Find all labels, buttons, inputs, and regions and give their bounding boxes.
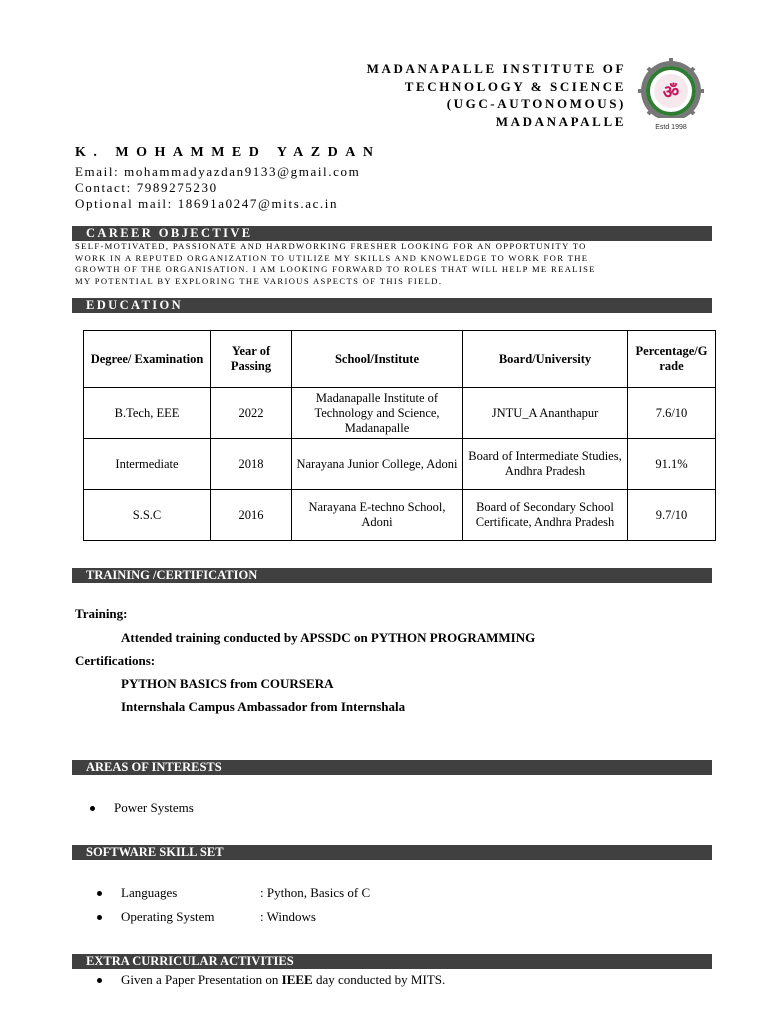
column-header: Board/University — [463, 331, 628, 388]
institute-line: TECHNOLOGY & SCIENCE — [404, 78, 626, 94]
skill-label: Languages — [121, 885, 178, 900]
skill-value: : Windows — [260, 909, 316, 924]
objective-line: GROWTH OF THE ORGANISATION. I AM LOOKING FORWARD TO ROLES THAT WILL HELP ME REALISE — [75, 264, 596, 274]
certification-item: Internshala Campus Ambassador from Internshala — [121, 699, 406, 714]
objective-line: WORK IN A REPUTED ORGANIZATION TO UTILIZE MY SKILLS AND KNOWLEDGE TO WORK FOR THE — [75, 252, 589, 263]
section-training: TRAINING /CERTIFICATION — [72, 568, 712, 583]
table-cell: Narayana Junior College, Adoni — [292, 439, 463, 490]
table-cell: 2016 — [211, 490, 292, 541]
institute-logo — [638, 58, 704, 134]
table-row — [84, 490, 716, 541]
optional-mail-line: Optional mail: 18691a0247@mits.ac.in — [75, 196, 339, 211]
bullet-icon — [97, 915, 102, 920]
table-cell: 2018 — [211, 439, 292, 490]
section-skills: SOFTWARE SKILL SET — [72, 845, 712, 860]
skill-label: Operating System — [121, 909, 215, 924]
activity-text-post: day conducted by MITS. — [312, 972, 446, 987]
table-cell: Narayana E-techno School, Adoni — [292, 490, 463, 541]
activity-text-bold: IEEE — [281, 972, 313, 987]
list-item — [97, 909, 215, 925]
section-education: EDUCATION — [72, 298, 712, 313]
table-cell: 2022 — [211, 388, 292, 439]
institute-name — [367, 60, 626, 130]
table-cell: 9.7/10 — [628, 490, 716, 541]
svg-text:ॐ: ॐ — [662, 82, 680, 103]
objective-line: MY POTENTIAL BY EXPLORING THE VARIOUS ASPECTS OF THIS FIELD. — [75, 275, 443, 286]
table-cell: Board of Secondary School Certificate, Andhra Pradesh — [463, 490, 628, 541]
table-row — [84, 388, 716, 439]
list-item — [97, 972, 445, 988]
list-item — [90, 800, 194, 816]
table-cell: 7.6/10 — [628, 388, 716, 439]
column-header: School/Institute — [292, 331, 463, 388]
table-cell: Board of Intermediate Studies, Andhra Pradesh — [463, 439, 628, 490]
institute-line: MADANAPALLE — [495, 113, 626, 129]
table-row — [84, 439, 716, 490]
bullet-icon — [97, 891, 102, 896]
contact-line: Contact: 7989275230 — [75, 180, 218, 195]
activity-text-pre: Given a Paper Presentation on — [121, 972, 282, 987]
column-header: Year of Passing — [211, 331, 292, 388]
interest-text: Power Systems — [114, 800, 194, 815]
certification-item: PYTHON BASICS from COURSERA — [121, 676, 334, 691]
education-table — [83, 330, 716, 541]
training-item: Attended training conducted by APSSDC on PYTHON PROGRAMMING — [121, 630, 536, 645]
email-line: Email: mohammadyazdan9133@gmail.com — [75, 164, 361, 179]
table-cell: Madanapalle Institute of Technology and Science, Madanapalle — [292, 388, 463, 439]
column-header: Degree/ Examination — [84, 331, 211, 388]
career-objective-text — [75, 241, 711, 287]
table-header-row — [84, 331, 716, 388]
table-cell: B.Tech, EEE — [84, 388, 211, 439]
table-cell: S.S.C — [84, 490, 211, 541]
section-interests: AREAS OF INTERESTS — [72, 760, 712, 775]
list-item — [97, 885, 177, 901]
institute-line: MADANAPALLE INSTITUTE OF — [366, 61, 626, 76]
table-cell: Intermediate — [84, 439, 211, 490]
objective-line: SELF-MOTIVATED, PASSIONATE AND HARDWORKING FRESHER LOOKING FOR AN OPPORTUNITY TO — [75, 241, 587, 251]
svg-text:Estd 1998: Estd 1998 — [655, 124, 687, 131]
table-cell: JNTU_A Ananthapur — [463, 388, 628, 439]
bullet-icon — [97, 978, 102, 983]
section-career-objective: CAREER OBJECTIVE — [72, 226, 712, 241]
certifications-label: Certifications: — [75, 653, 156, 668]
column-header: Percentage/G rade — [628, 331, 716, 388]
training-label: Training: — [75, 606, 128, 621]
candidate-name: K. MOHAMMED YAZDAN — [75, 145, 381, 160]
skill-value: : Python, Basics of C — [260, 885, 371, 900]
bullet-icon — [90, 806, 95, 811]
section-extra-curricular: EXTRA CURRICULAR ACTIVITIES — [72, 954, 712, 969]
institute-line: (UGC-AUTONOMOUS) — [446, 96, 626, 111]
table-cell: 91.1% — [628, 439, 716, 490]
